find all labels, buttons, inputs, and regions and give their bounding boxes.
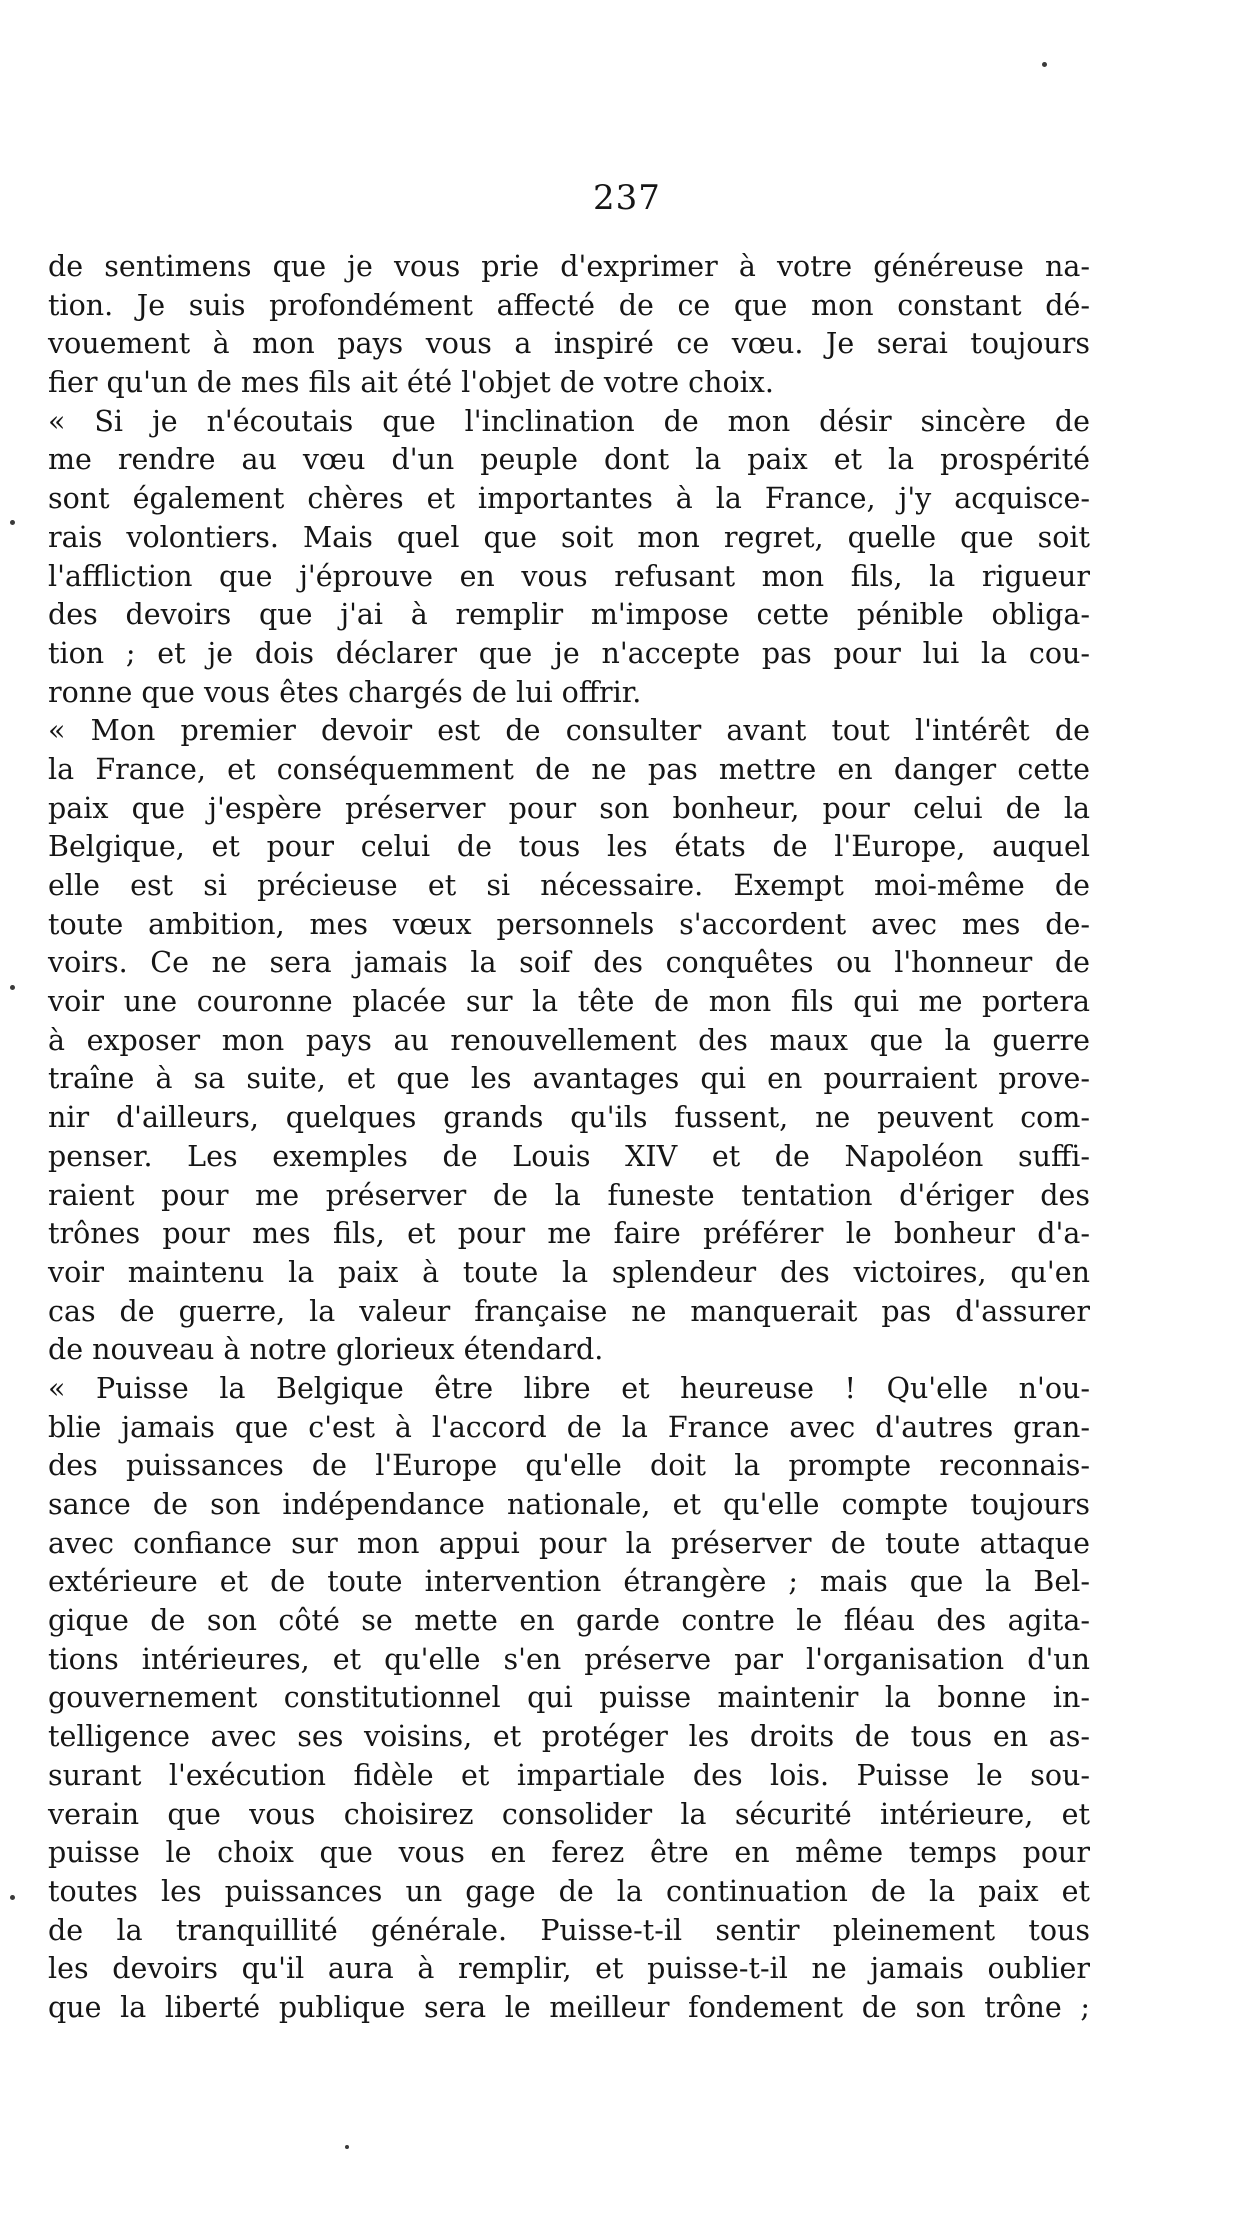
- text-line: tion. Je suis profondément affecté de ce que mon constant dé-: [48, 288, 1090, 322]
- text-line: gouvernement constitutionnel qui puisse maintenir la bonne in-: [48, 1681, 1090, 1715]
- text-line: que la liberté publique sera le meilleur fondement de son trône ;: [48, 1990, 1090, 2024]
- text-line: voirs. Ce ne sera jamais la soif des conquêtes ou l'honneur de: [48, 946, 1090, 980]
- text-line: Belgique, et pour celui de tous les états de l'Europe, auquel: [48, 830, 1090, 864]
- text-line: gique de son côté se mette en garde contre le fléau des agita-: [48, 1604, 1090, 1638]
- page-number: 237: [593, 178, 661, 218]
- text-line: verain que vous choisirez consolider la sécurité intérieure, et: [48, 1797, 1090, 1831]
- text-line: avec confiance sur mon appui pour la préserver de toute attaque: [48, 1526, 1090, 1560]
- body-text: [48, 248, 1090, 2028]
- text-line: raient pour me préserver de la funeste tentation d'ériger des: [48, 1178, 1090, 1212]
- text-line: « Puisse la Belgique être libre et heureuse ! Qu'elle n'ou-: [48, 1371, 1090, 1405]
- text-line: de nouveau à notre glorieux étendard.: [48, 1333, 604, 1367]
- text-line: elle est si précieuse et si nécessaire. Exempt moi-même de: [48, 869, 1090, 902]
- text-line: voir une couronne placée sur la tête de mon fils qui me portera: [48, 985, 1090, 1019]
- paper-speck: [1042, 62, 1047, 67]
- text-line: paix que j'espère préserver pour son bonheur, pour celui de la: [48, 791, 1090, 825]
- text-line: « Si je n'écoutais que l'inclination de mon désir sincère de: [48, 404, 1090, 438]
- text-line: penser. Les exemples de Louis XIV et de Napoléon suffi-: [48, 1139, 1090, 1173]
- text-line: puisse le choix que vous en ferez être en même temps pour: [48, 1836, 1090, 1870]
- text-line: ronne que vous êtes chargés de lui offrir.: [48, 675, 642, 709]
- text-line: à exposer mon pays au renouvellement des maux que la guerre: [48, 1023, 1090, 1057]
- text-line: toutes les puissances un gage de la continuation de la paix et: [48, 1874, 1090, 1908]
- text-line: « Mon premier devoir est de consulter avant tout l'intérêt de: [48, 714, 1090, 748]
- text-line: toute ambition, mes vœux personnels s'accordent avec mes de-: [48, 907, 1090, 941]
- text-line: de la tranquillité générale. Puisse-t-il sentir pleinement tous: [48, 1913, 1090, 1947]
- text-line: tions intérieures, et qu'elle s'en préserve par l'organisation d'un: [48, 1642, 1090, 1676]
- text-line: les devoirs qu'il aura à remplir, et puisse-t-il ne jamais oublier: [48, 1952, 1090, 1986]
- text-line: tion ; et je dois déclarer que je n'accepte pas pour lui la cou-: [48, 636, 1090, 670]
- paper-speck: [10, 1895, 15, 1900]
- text-line: des devoirs que j'ai à remplir m'impose cette pénible obliga-: [48, 598, 1090, 632]
- text-line: cas de guerre, la valeur française ne manquerait pas d'assurer: [48, 1294, 1090, 1328]
- paper-speck: [10, 520, 15, 525]
- paper-speck: [10, 985, 15, 990]
- text-line: vouement à mon pays vous a inspiré ce vœu. Je serai toujours: [48, 327, 1090, 361]
- text-line: la France, et conséquemment de ne pas mettre en danger cette: [48, 752, 1090, 786]
- text-line: me rendre au vœu d'un peuple dont la paix et la prospérité: [48, 443, 1090, 477]
- text-line: fier qu'un de mes fils ait été l'objet de votre choix.: [48, 366, 774, 400]
- text-line: telligence avec ses voisins, et protéger les droits de tous en as-: [48, 1720, 1090, 1754]
- text-line: voir maintenu la paix à toute la splendeur des victoires, qu'en: [48, 1255, 1090, 1289]
- text-line: surant l'exécution fidèle et impartiale des lois. Puisse le sou-: [48, 1758, 1090, 1792]
- text-line: extérieure et de toute intervention étrangère ; mais que la Bel-: [48, 1565, 1090, 1599]
- text-line: trônes pour mes fils, et pour me faire préférer le bonheur d'a-: [48, 1217, 1090, 1251]
- text-line: rais volontiers. Mais quel que soit mon regret, quelle que soit: [48, 520, 1090, 554]
- paper-speck: [345, 2145, 349, 2149]
- text-line: sance de son indépendance nationale, et qu'elle compte toujours: [48, 1488, 1090, 1521]
- text-line: de sentimens que je vous prie d'exprimer à votre généreuse na-: [48, 250, 1090, 283]
- text-line: nir d'ailleurs, quelques grands qu'ils fussent, ne peuvent com-: [48, 1101, 1090, 1135]
- text-line: sont également chères et importantes à la France, j'y acquisce-: [48, 482, 1090, 516]
- text-line: l'affliction que j'éprouve en vous refusant mon fils, la rigueur: [48, 559, 1090, 593]
- text-line: blie jamais que c'est à l'accord de la France avec d'autres gran-: [48, 1410, 1090, 1444]
- text-line: traîne à sa suite, et que les avantages qui en pourraient prove-: [48, 1062, 1090, 1096]
- text-line: des puissances de l'Europe qu'elle doit la prompte reconnais-: [48, 1449, 1090, 1483]
